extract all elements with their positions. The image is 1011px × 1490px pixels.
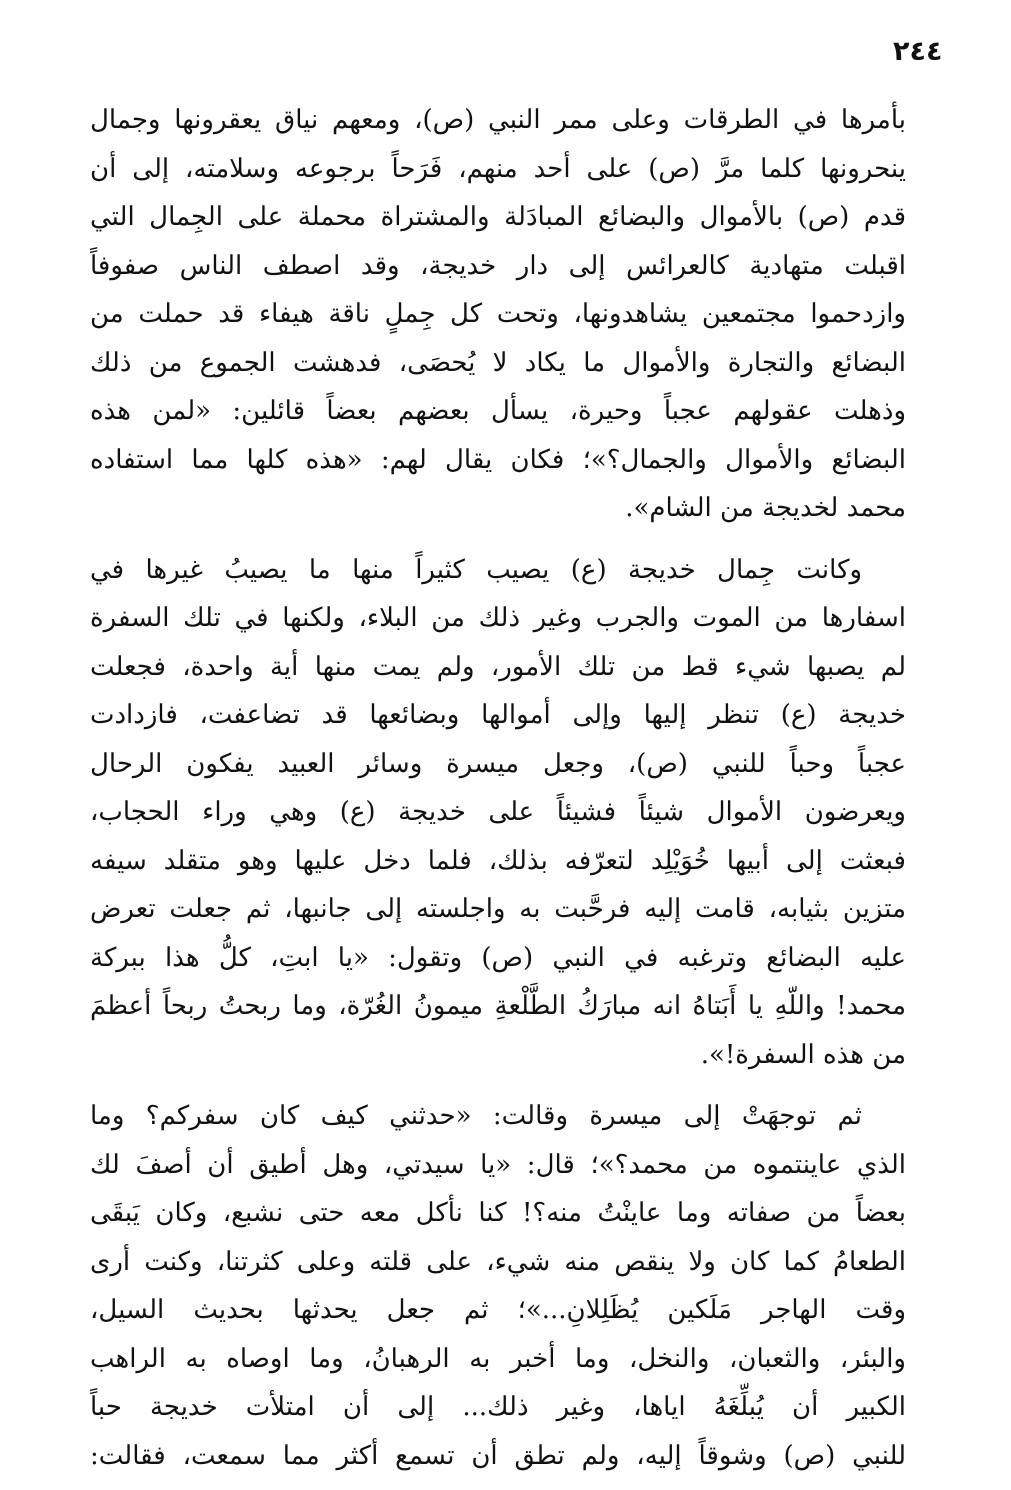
text-line: متزين بثيابه، قامت إليه فرحَّبت به واجلسته إلى جانبها، ثم جعلت تعرض [90,894,906,924]
text-line: فبعثت إلى أبيها خُوَيْلِد لتعرّفه بذلك، فلما دخل عليها وهو متقلد سيفه [90,845,906,876]
text-line: من هذه السفرة!». [700,1039,906,1070]
text-line: اقبلت متهادية كالعرائس إلى دار خديجة، وقد اصطف الناس صفوفاً [90,250,906,281]
page-number: ٢٤٤ [893,36,943,67]
text-line: الذي عاينتموه من محمد؟»؛ قال: «يا سيدتي، وهل أطيق أن أصفَ لك [90,1149,906,1180]
paragraph-spacer [90,1079,906,1092]
text-line: وازدحموا مجتمعين يشاهدونها، وتحت كل جِملٍ ناقة هيفاء قد حملت من [90,299,906,329]
text-line: ثم توجهَتْ إلى ميسرة وقالت: «حدثني كيف كان سفركم؟ وما [90,1101,862,1131]
text-line: محمد! واللّهِ يا أَبَتاهُ انه مبارَكُ الطَّلْعةِ ميمونُ الغُرّة، وما ربحتُ ربحاً أعظمَ [90,991,906,1021]
text-line: الكبير أن يُبلِّغَهُ اياها، وغير ذلك... إلى أن امتلأت خديجة حباً [90,1392,906,1422]
text-line: قدم (ص) بالأموال والبضائع المبادَلة والمشتراة محملة على الجِمال التي [90,202,906,232]
text-line: بعضاً من صفاته وما عاينْتُ منه؟! كنا نأكل معه حتى نشبع، وكان يَبقَى [90,1198,906,1228]
text-line: البضائع والتجارة والأموال ما يكاد لا يُحصَى، فدهشت الجموع من ذلك [90,347,906,378]
text-line: البضائع والأموال والجمال؟»؛ فكان يقال لهم: «هذه كلها مما استفاده [90,444,906,475]
text-line: اسفارها من الموت والجرب وغير ذلك من البلاء، ولكنها في تلك السفرة [90,603,906,633]
text-line: عليه البضائع وترغبه في النبي (ص) وتقول: «يا ابتِ، كلُّ هذا ببركة [90,942,906,973]
paragraph-1 [90,96,906,533]
text-line: بأمرها في الطرقات وعلى ممر النبي (ص)، ومعهم نياق يعقرونها وجمال [90,105,906,135]
text-line: ويعرضون الأموال شيئاً فشيئاً على خديجة (ع) وهي وراء الحجاب، [90,797,906,827]
text-line: وقت الهاجر مَلَكين يُظَلِلانِ...»؛ ثم جعل يحدثها بحديث السيل، [90,1295,906,1325]
text-line: وكانت جِمال خديجة (ع) يصيب كثيراً منها ما يصيبُ غيرها في [90,554,862,585]
text-line: الطعامُ كما كان ولا ينقص منه شيء، على قلته وعلى كثرتنا، وكنت أرى [90,1246,906,1277]
text-line: محمد لخديجة من الشام». [625,493,906,523]
text-line: وذهلت عقولهم عجباً وحيرة، يسأل بعضهم بعضاً قائلين: «لمن هذه [90,396,906,426]
text-line: للنبي (ص) وشوقاً إليه، ولم تطق أن تسمع أكثر مما سمعت، فقالت: [90,1440,906,1471]
text-line: ينحرونها كلما مرَّ (ص) على أحد منهم، فَرَحاً برجوعه وسلامته، إلى أن [90,153,906,184]
text-line: خديجة (ع) تنظر إليها وإلى أموالها وبضائعها قد تضاعفت، فازدادت [90,700,906,730]
text-line: عجباً وحباً للنبي (ص)، وجعل ميسرة وسائر العبيد يفكون الرحال [90,748,906,779]
body-text [90,96,906,1480]
paragraph-3 [90,1092,906,1480]
paragraph-2 [90,546,906,1080]
text-line: لم يصبها شيء قط من تلك الأمور، ولم يمت منها أية واحدة، فجعلت [90,651,906,682]
paragraph-spacer [90,533,906,546]
text-line: والبئر، والثعبان، والنخل، وما أخبر به الرهبانُ، وما اوصاه به الراهب [90,1343,906,1374]
